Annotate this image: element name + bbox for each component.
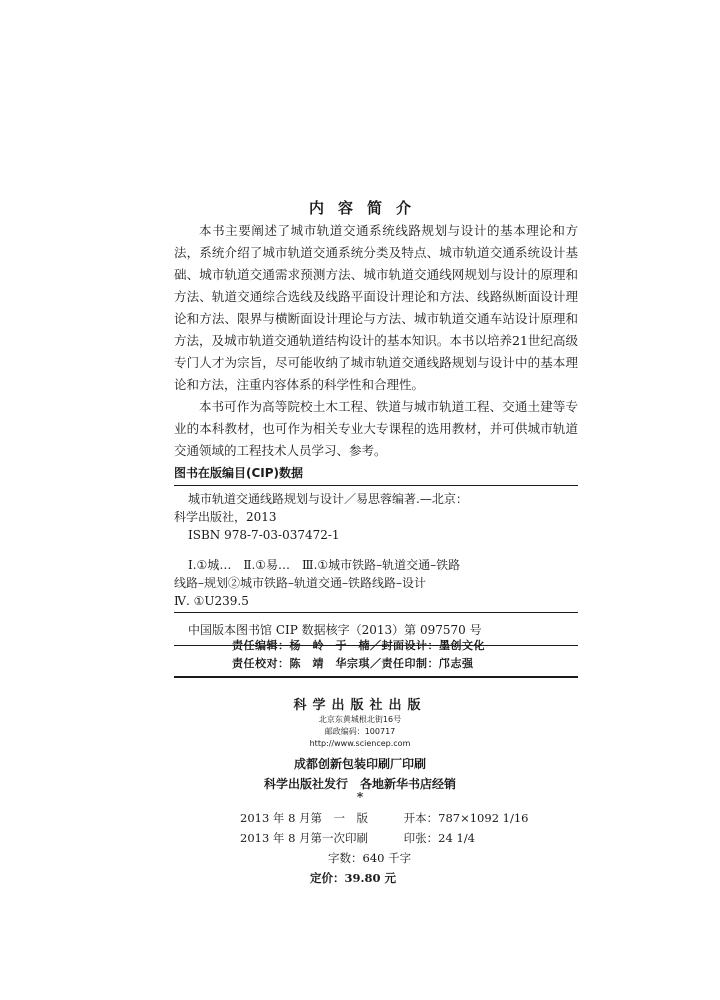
credits-block: [174, 637, 578, 678]
publisher-postcode: 邮政编码：100717: [324, 727, 396, 736]
summary-paragraph: 本书可作为高等院校土木工程、铁道与城市轨道工程、交通土建等专业的本科教材，也可作为相关专业大专课程的选用教材，并可供城市轨道交通领域的工程技术人员学习、参考。: [174, 399, 578, 458]
printer-name: 成都创新包装印刷厂印刷: [293, 757, 426, 771]
summary-body: [174, 220, 578, 462]
cip-heading: 图书在版编目(CIP)数据: [174, 466, 304, 480]
edition-date: 2013 年 8 月第 一 版: [240, 811, 369, 825]
cip-subject-line: 线路–规划②城市铁路–轨道交通–铁路线路–设计: [174, 576, 427, 590]
cip-publisher-line: 科学出版社，2013: [174, 510, 277, 524]
edition-row: [240, 808, 570, 828]
printer-block: [0, 754, 720, 794]
cip-spacer: [174, 544, 578, 556]
edition-block: [240, 808, 570, 888]
price: 定价：39.80 元: [310, 871, 397, 885]
cip-subject-line: Ⅰ.①城… Ⅱ.①易… Ⅲ.①城市铁路–轨道交通–铁路: [188, 558, 461, 572]
cip-title-line: 城市轨道交通线路规划与设计／易思蓉编著.—北京：: [188, 492, 468, 506]
cip-isbn: ISBN 978-7-03-037472-1: [188, 528, 340, 542]
book-format: 开本：787×1092 1/16: [403, 811, 529, 825]
publisher-url: http://www.sciencep.com: [309, 739, 411, 748]
print-date: 2013 年 8 月第一次印刷: [240, 831, 369, 845]
summary-paragraph: 本书主要阐述了城市轨道交通系统线路规划与设计的基本理论和方法，系统介绍了城市轨道交通系统分类及特点、城市轨道交通系统设计基础、城市轨道交通需求预测方法、城市轨道交通线网规划与设计的原理和方法、轨道交通综合选线及线路平面设计理论和方法、线路纵断面设计理论和方法、限界与横断面设计理论与方法、城市轨道交通车站设计原理和方法，及城市轨道交通轨道结构设计的基本知识。本书以培养21世纪高级专门人才为宗旨，尽可能收纳了城市轨道交通线路规划与设计中的基本理论和方法，注重内容体系的科学性和合理性。: [174, 223, 578, 392]
cip-data-number: 中国版本图书馆 CIP 数据核字（2013）第 097570 号: [174, 613, 578, 646]
cip-classification: Ⅳ. ①U239.5: [174, 594, 249, 608]
divider: [174, 676, 578, 678]
cip-block: [174, 464, 578, 646]
star-separator: *: [356, 790, 364, 804]
publisher-address: 北京东黄城根北街16号: [318, 715, 402, 724]
cip-record: [174, 485, 578, 613]
publisher-address-block: [0, 714, 720, 750]
credits-proofreaders: 责任校对：陈 靖 华宗琪／责任印制：邝志强: [232, 657, 474, 670]
edition-row: [240, 828, 570, 848]
word-count: 字数：640 千字: [328, 851, 412, 865]
publisher-name: 科学出版社出版: [293, 698, 427, 713]
credits-editors: 责任编辑：杨 岭 于 楠／封面设计：墨创文化: [232, 639, 485, 652]
distributor: 科学出版社发行 各地新华书店经销: [263, 777, 456, 791]
print-sheets: 印张：24 1/4: [403, 831, 475, 845]
summary-title: 内容简介: [308, 199, 425, 217]
